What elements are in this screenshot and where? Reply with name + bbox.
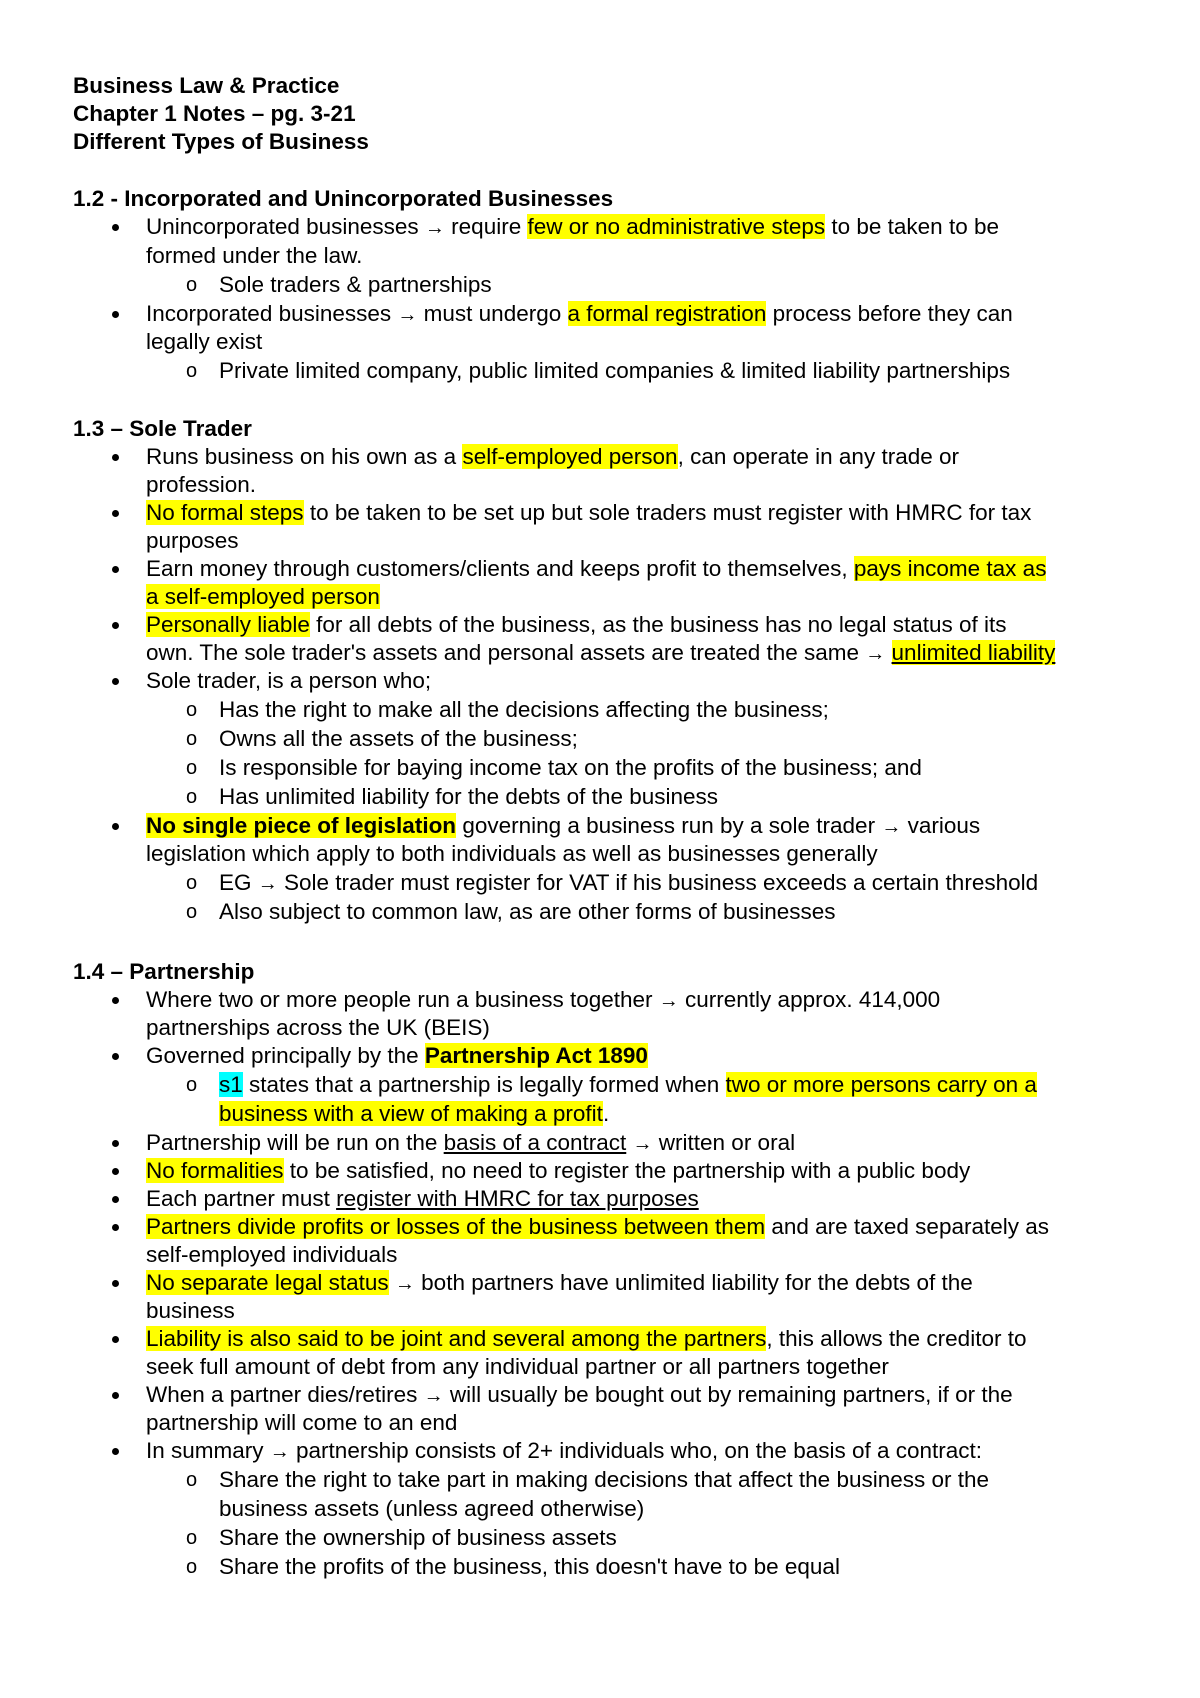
sub-bullet-text: Also subject to common law, as are other forms of businesses: [219, 899, 836, 924]
bullet-dot: [112, 622, 119, 629]
bullet-text-cont: legislation which apply to both individuals as well as businesses generally: [146, 841, 878, 866]
highlight: Personally liable: [146, 612, 310, 637]
sub-bullet-text: Owns all the assets of the business;: [219, 726, 578, 751]
sub-bullet-text: Private limited company, public limited companies & limited liability partnerships: [219, 358, 1011, 383]
highlight: pays income tax as: [853, 556, 1047, 581]
sub-bullet-text: Share the ownership of business assets: [219, 1525, 617, 1550]
bullet-text: In summary → partnership consists of 2+ individuals who, on the basis of a contract:: [146, 1438, 983, 1463]
bullet-text-cont: own. The sole trader's assets and personal assets are treated the same → unlimited liability: [146, 640, 1056, 665]
bullet-dot: [112, 1168, 119, 1175]
bullet-text: When a partner dies/retires → will usually be bought out by remaining partners, if or the: [146, 1382, 1013, 1407]
underlined-text: register with HMRC for tax purposes: [336, 1186, 699, 1211]
bullet-text: Runs business on his own as a self-employed person, can operate in any trade or: [146, 444, 959, 469]
bullet-text-cont: partnership will come to an end: [146, 1410, 458, 1435]
highlight: business with a view of making a profit: [219, 1101, 603, 1126]
sub-bullet-icon: o: [186, 1469, 198, 1491]
section-heading-1-4: 1.4 – Partnership: [73, 959, 255, 984]
bullet-dot: [112, 1140, 119, 1147]
arrow-icon: →: [394, 1273, 415, 1295]
sub-bullet-text: Share the right to take part in making decisions that affect the business or the: [219, 1467, 990, 1492]
sub-bullet-text: Has unlimited liability for the debts of the business: [219, 784, 719, 809]
highlight: a self-employed person: [146, 584, 380, 609]
bullet-text: Earn money through customers/clients and keeps profit to themselves, pays income tax as: [146, 556, 1047, 581]
bullet-text-cont: purposes: [146, 528, 239, 553]
sub-bullet-icon: o: [186, 360, 198, 382]
bullet-text-cont: profession.: [146, 472, 257, 497]
bullet-text: No formalities to be satisfied, no need to register the partnership with a public body: [146, 1158, 971, 1183]
bullet-text: No formal steps to be taken to be set up but sole traders must register with HMRC for tax: [146, 500, 1032, 525]
bullet-dot: [112, 678, 119, 685]
bullet-dot: [112, 997, 119, 1004]
section-heading-1-3: 1.3 – Sole Trader: [73, 416, 252, 441]
bullet-text-cont: seek full amount of debt from any individual partner or all partners together: [146, 1354, 889, 1379]
sub-bullet-icon: o: [186, 1556, 198, 1578]
arrow-icon: →: [865, 643, 886, 665]
bullet-dot: [112, 566, 119, 573]
sub-bullet-icon: o: [186, 872, 198, 894]
sub-bullet-text: Sole traders & partnerships: [219, 272, 492, 297]
doc-topic: Different Types of Business: [73, 129, 369, 154]
arrow-icon: →: [881, 816, 902, 838]
bullet-dot: [112, 224, 119, 231]
arrow-icon: →: [632, 1133, 653, 1155]
bullet-text: Partnership will be run on the basis of a contract → written or oral: [146, 1130, 796, 1155]
highlight: No separate legal status: [146, 1270, 389, 1295]
bullet-text-cont: business: [146, 1298, 235, 1323]
sub-bullet-text: Has the right to make all the decisions affecting the business;: [219, 697, 829, 722]
bullet-dot: [112, 823, 119, 830]
bullet-text-cont: formed under the law.: [146, 243, 363, 268]
bullet-text: Each partner must register with HMRC for tax purposes: [146, 1186, 699, 1211]
arrow-icon: →: [658, 990, 679, 1012]
bullet-text: Sole trader, is a person who;: [146, 668, 432, 693]
highlight: Liability is also said to be joint and several among the partners: [146, 1326, 767, 1351]
sub-bullet-text-cont: business with a view of making a profit.: [219, 1101, 610, 1126]
bullet-text-cont: self-employed individuals: [146, 1242, 398, 1267]
highlight: No formalities: [146, 1158, 284, 1183]
arrow-icon: →: [423, 1385, 444, 1407]
highlight: a formal registration: [567, 301, 767, 326]
bullet-dot: [112, 1280, 119, 1287]
bullet-dot: [112, 1392, 119, 1399]
bullet-text: No separate legal status → both partners have unlimited liability for the debts of the: [146, 1270, 973, 1295]
bullet-text: Unincorporated businesses → require few or no administrative steps to be taken to be: [146, 214, 999, 239]
highlight-cyan: s1: [219, 1072, 243, 1097]
highlight: two or more persons carry on a: [725, 1072, 1037, 1097]
bullet-text: Where two or more people run a business together → currently approx. 414,000: [146, 987, 941, 1012]
bullet-text: Liability is also said to be joint and several among the partners, this allows the creditor to: [146, 1326, 1027, 1351]
sub-bullet-text: EG → Sole trader must register for VAT if his business exceeds a certain threshold: [219, 870, 1039, 895]
arrow-icon: →: [257, 873, 278, 895]
sub-bullet-icon: o: [186, 699, 198, 721]
bullet-dot: [112, 1053, 119, 1060]
sub-bullet-icon: o: [186, 728, 198, 750]
arrow-icon: →: [424, 217, 445, 239]
highlight: few or no administrative steps: [527, 214, 826, 239]
bullet-dot: [112, 1448, 119, 1455]
bullet-text-cont: partnerships across the UK (BEIS): [146, 1015, 490, 1040]
sub-bullet-icon: o: [186, 757, 198, 779]
bullet-dot: [112, 1336, 119, 1343]
highlight: Partners divide profits or losses of the business between them: [146, 1214, 766, 1239]
sub-bullet-text: Share the profits of the business, this doesn't have to be equal: [219, 1554, 840, 1579]
highlight: No formal steps: [146, 500, 304, 525]
bullet-dot: [112, 1224, 119, 1231]
sub-bullet-text-cont: business assets (unless agreed otherwise): [219, 1496, 645, 1521]
highlight: unlimited liability: [891, 640, 1056, 665]
bullet-dot: [112, 454, 119, 461]
highlight: No single piece of legislation: [146, 813, 457, 838]
sub-bullet-icon: o: [186, 901, 198, 923]
arrow-icon: →: [397, 304, 418, 326]
doc-subtitle: Chapter 1 Notes – pg. 3-21: [73, 101, 356, 126]
bullet-text-cont: legally exist: [146, 329, 263, 354]
bullet-text: Incorporated businesses → must undergo a formal registration process before they can: [146, 301, 1013, 326]
underlined-text: basis of a contract: [443, 1130, 627, 1155]
bullet-text: Personally liable for all debts of the business, as the business has no legal status of its: [146, 612, 1007, 637]
bullet-dot: [112, 510, 119, 517]
sub-bullet-icon: o: [186, 786, 198, 808]
doc-title: Business Law & Practice: [73, 73, 340, 98]
bullet-text: Partners divide profits or losses of the business between them and are taxed separately as: [146, 1214, 1050, 1239]
bullet-dot: [112, 1196, 119, 1203]
arrow-icon: →: [269, 1441, 290, 1463]
sub-bullet-icon: o: [186, 274, 198, 296]
bullet-dot: [112, 311, 119, 318]
sub-bullet-text: Is responsible for baying income tax on the profits of the business; and: [219, 755, 922, 780]
bullet-text: No single piece of legislation governing a business run by a sole trader → various: [146, 813, 981, 838]
sub-bullet-text: s1 states that a partnership is legally formed when two or more persons carry on a: [219, 1072, 1037, 1097]
sub-bullet-icon: o: [186, 1074, 198, 1096]
bullet-text: Governed principally by the Partnership Act 1890: [146, 1043, 648, 1068]
bullet-text-cont: [146, 583, 380, 611]
highlight: Partnership Act 1890: [424, 1043, 648, 1068]
highlight: self-employed person: [462, 444, 678, 469]
sub-bullet-icon: o: [186, 1527, 198, 1549]
section-heading-1-2: 1.2 - Incorporated and Unincorporated Businesses: [73, 186, 614, 211]
